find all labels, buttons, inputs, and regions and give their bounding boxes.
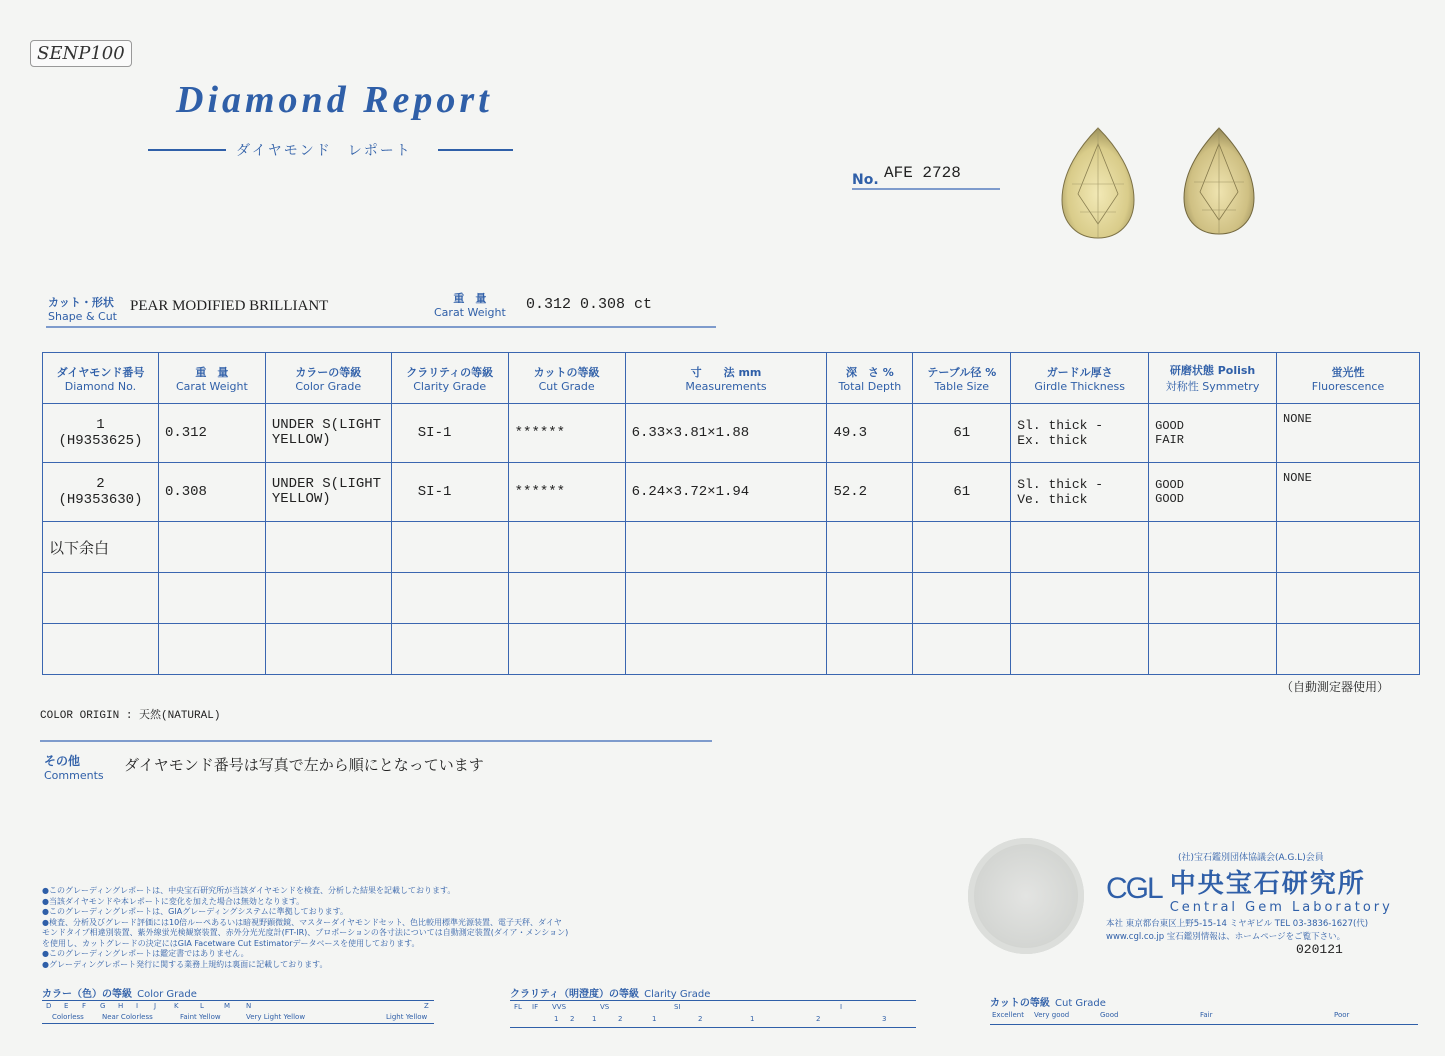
header-jp: ガードル厚さ — [1046, 365, 1113, 379]
lab-address: 本社 東京都台東区上野5-15-14 ミヤギビル TEL 03-3836-1627(代) — [1106, 919, 1369, 929]
clarity-grade-tick: IF — [532, 1003, 539, 1011]
cell-fluorescence: NONE — [1277, 463, 1420, 522]
lab-name-en: Central Gem Laboratory — [1169, 900, 1393, 915]
clarity-scale — [510, 1000, 916, 1028]
report-title: Diamond Report — [176, 79, 493, 121]
clarity-grade-tick: VS — [600, 1003, 610, 1011]
diamond-photo-1 — [1058, 124, 1138, 242]
header-diamond-no — [43, 353, 159, 404]
shape-value: PEAR MODIFIED BRILLIANT — [130, 298, 329, 314]
header-depth — [827, 353, 913, 404]
color-grade-tick: N — [246, 1002, 252, 1010]
header-jp: 寸 法 mm — [690, 365, 762, 379]
empty-cell — [265, 522, 391, 573]
color-group-label: Light Yellow — [386, 1013, 428, 1021]
empty-cell — [508, 573, 625, 624]
cell-measurements: 6.24×3.72×1.94 — [625, 463, 827, 522]
comments-label-en: Comments — [44, 769, 104, 782]
header-jp: カットの等級 — [533, 365, 600, 379]
header-jp: クラリティの等級 — [406, 365, 494, 379]
diamond-id: (H9353625) — [58, 433, 143, 449]
empty-cell — [913, 522, 1011, 573]
color-group-label: Faint Yellow — [180, 1013, 221, 1021]
lab-block — [1106, 850, 1393, 915]
header-jp: ダイヤモンド番号 — [56, 365, 145, 379]
subtitle-rule — [148, 140, 513, 158]
color-group-label: Colorless — [52, 1013, 84, 1021]
comments-label — [44, 752, 104, 782]
note-line: ●グレーディングレポート発行に関する業務上規約は裏面に記載しております。 — [42, 959, 328, 969]
empty-cell — [43, 573, 159, 624]
clarity-grade-tick: VVS — [552, 1003, 567, 1011]
diamond-number: 2 — [96, 476, 105, 492]
header-en: Diamond No. — [64, 379, 137, 393]
empty-cell — [1149, 522, 1277, 573]
cell-girdle — [1011, 404, 1149, 463]
header-clarity — [391, 353, 508, 404]
cell-table-size: 61 — [913, 404, 1011, 463]
header-en: Color Grade — [295, 379, 362, 393]
cell-cut: ****** — [508, 463, 625, 522]
header-jp: カラーの等級 — [295, 365, 362, 379]
color-grade-tick: F — [82, 1002, 87, 1010]
girdle-max: Ve. thick — [1017, 492, 1088, 507]
empty-cell — [508, 522, 625, 573]
empty-cell — [391, 624, 508, 675]
cell-carat: 0.308 — [158, 463, 265, 522]
empty-cell — [827, 624, 913, 675]
header-en: Table Size — [934, 379, 990, 393]
empty-cell — [43, 624, 159, 675]
lab-name-jp: 中央宝石研究所 — [1169, 869, 1366, 899]
header-polish-symmetry — [1149, 353, 1277, 404]
cell-depth: 52.2 — [827, 463, 913, 522]
cell-polish-symmetry — [1149, 404, 1277, 463]
clarity-sub-tick: 2 — [698, 1015, 703, 1023]
header-en: Measurements — [685, 379, 767, 393]
clarity-grade-tick: SI — [674, 1003, 681, 1011]
auto-measurement-note: （自動測定器使用） — [1280, 680, 1389, 694]
color-grade-tick: D — [46, 1002, 52, 1010]
header-jp: 研磨状態 Polish — [1169, 364, 1256, 377]
note-line: を使用し、カットグレードの決定にはGIA Facetware Cut Estimatorデータベースを使用しております。 — [42, 938, 420, 948]
header-table-size — [913, 353, 1011, 404]
symmetry-value: FAIR — [1155, 433, 1184, 447]
note-line: ●当該ダイヤモンドや本レポートに変化を加えた場合は無効となります。 — [42, 896, 305, 906]
diamond-photo-2 — [1180, 124, 1258, 238]
cell-girdle — [1011, 463, 1149, 522]
disclaimer-notes — [42, 886, 602, 970]
color-group-label: Very Light Yellow — [246, 1013, 306, 1021]
header-jp: 深 さ % — [845, 365, 894, 379]
empty-cell — [625, 522, 827, 573]
color-grade-tick: Z — [424, 1002, 429, 1010]
color-scale-title-jp: カラー（色）の等級 — [42, 989, 132, 1000]
blank-note: 以下余白 — [43, 522, 159, 573]
header-jp: 蛍光性 — [1331, 365, 1365, 379]
girdle-min: Sl. thick - — [1017, 418, 1104, 433]
lab-address-block — [1106, 918, 1368, 944]
rule-left — [148, 149, 226, 151]
clarity-scale-title-jp: クラリティ（明澄度）の等級 — [510, 989, 639, 1000]
note-line: ●検査、分析及びグレード評価には10倍ルーペあるいは暗視野顕微鏡、マスターダイヤモンドセット、色比較用標準光源装置、電子天秤、ダイヤ — [42, 917, 562, 927]
cell-clarity: SI-1 — [391, 404, 508, 463]
girdle-max: Ex. thick — [1017, 433, 1088, 448]
empty-cell — [1149, 624, 1277, 675]
header-fluorescence — [1277, 353, 1420, 404]
table-row-empty — [43, 624, 1420, 675]
lab-membership: (社)宝石鑑別団体協議会(A.G.L)会員 — [1178, 853, 1324, 863]
clarity-grade-tick: I — [840, 1003, 843, 1011]
cell-color: UNDER S(LIGHT YELLOW) — [265, 463, 391, 522]
table-row-blank-note — [43, 522, 1420, 573]
report-number-value: AFE 2728 — [884, 164, 961, 182]
report-number-label: No. — [852, 172, 879, 188]
color-grade-tick: K — [174, 1002, 179, 1010]
clarity-sub-tick: 1 — [592, 1015, 597, 1023]
header-en: Carat Weight — [175, 379, 248, 393]
note-line: モンドタイプ相違別装置、紫外線蛍光検観察装置、赤外分光光度計(FT-IR)、プロポーションの各寸法については自動測定装置(ダイア・メンション) — [42, 928, 569, 937]
carat-value: 0.312 0.308 ct — [526, 296, 653, 313]
header-en: Total Depth — [838, 379, 902, 393]
color-grade-tick: H — [118, 1002, 124, 1010]
diamond-table — [42, 352, 1420, 675]
cell-color: UNDER S(LIGHT YELLOW) — [265, 404, 391, 463]
empty-cell — [625, 573, 827, 624]
comments-label-jp: その他 — [44, 754, 81, 768]
shape-label-jp: カット・形状 — [48, 296, 114, 309]
color-grade-tick: E — [64, 1002, 69, 1010]
comments-text: ダイヤモンド番号は写真で左から順にとなっています — [124, 756, 484, 774]
table-row — [43, 404, 1420, 463]
clarity-sub-tick: 1 — [652, 1015, 657, 1023]
report-number — [852, 162, 1000, 190]
carat-label — [434, 290, 506, 319]
symmetry-value: GOOD — [1155, 492, 1184, 506]
cut-grade-tick: Poor — [1334, 1011, 1350, 1019]
cell-diamond-no — [43, 463, 159, 522]
carat-label-en: Carat Weight — [434, 306, 506, 319]
shape-label-en: Shape & Cut — [48, 310, 117, 323]
cell-carat: 0.312 — [158, 404, 265, 463]
empty-cell — [1277, 522, 1420, 573]
cell-clarity: SI-1 — [391, 463, 508, 522]
header-color — [265, 353, 391, 404]
clarity-sub-tick: 2 — [816, 1015, 821, 1023]
clarity-sub-tick: 1 — [750, 1015, 755, 1023]
polish-value: GOOD — [1155, 478, 1184, 492]
clarity-scale-title-en: Clarity Grade — [644, 989, 711, 1000]
cell-polish-symmetry — [1149, 463, 1277, 522]
header-jp: テーブル径 % — [927, 365, 997, 379]
clarity-sub-tick: 3 — [882, 1015, 887, 1023]
report-subtitle: ダイヤモンド レポート — [236, 143, 412, 159]
note-line: ●このグレーディングレポートは、中央宝石研究所が当該ダイヤモンドを検査、分析した結果を記載しております。 — [42, 886, 456, 895]
header-en: Fluorescence — [1311, 379, 1385, 393]
color-grade-tick: L — [200, 1002, 204, 1010]
color-scale-title-en: Color Grade — [137, 989, 197, 1000]
cell-depth: 49.3 — [827, 404, 913, 463]
note-line: ●このグレーディングレポートは、GIAグレーディングシステムに準拠しております。 — [42, 907, 348, 916]
cell-table-size: 61 — [913, 463, 1011, 522]
empty-cell — [625, 624, 827, 675]
empty-cell — [391, 522, 508, 573]
empty-cell — [1011, 573, 1149, 624]
table-header-row — [43, 353, 1420, 404]
cell-fluorescence: NONE — [1277, 404, 1420, 463]
cut-scale-title-en: Cut Grade — [1055, 998, 1106, 1009]
clarity-scale-title — [510, 982, 710, 1001]
color-origin: COLOR ORIGIN : 天然(NATURAL) — [40, 710, 221, 722]
header-en: 対称性 Symmetry — [1165, 380, 1260, 393]
empty-cell — [1149, 573, 1277, 624]
diamond-number: 1 — [96, 417, 105, 433]
clarity-sub-tick: 2 — [618, 1015, 623, 1023]
table-row — [43, 463, 1420, 522]
embossed-seal — [968, 838, 1084, 954]
certificate-number: 020121 — [1296, 942, 1343, 957]
clarity-grade-tick: FL — [514, 1003, 522, 1011]
color-group-label: Near Colorless — [102, 1013, 153, 1021]
lab-web: www.cgl.co.jp 宝石鑑別情報は、ホームページをご覧下さい。 — [1106, 932, 1346, 942]
color-grade-tick: J — [154, 1002, 157, 1010]
empty-cell — [913, 624, 1011, 675]
empty-cell — [158, 522, 265, 573]
header-en: Cut Grade — [538, 379, 595, 393]
empty-cell — [158, 573, 265, 624]
color-grade-tick: G — [100, 1002, 106, 1010]
cell-cut: ****** — [508, 404, 625, 463]
note-line: ●このグレーディングレポートは鑑定書ではありません。 — [42, 949, 249, 958]
clarity-sub-tick: 2 — [570, 1015, 575, 1023]
clarity-sub-tick: 1 — [554, 1015, 559, 1023]
header-jp: 重 量 — [195, 365, 229, 379]
empty-cell — [391, 573, 508, 624]
color-scale — [42, 1000, 434, 1024]
empty-cell — [1011, 522, 1149, 573]
color-scale-title — [42, 982, 197, 1001]
lab-logo-mark: CGL — [1106, 872, 1162, 905]
cell-measurements: 6.33×3.81×1.88 — [625, 404, 827, 463]
header-carat — [158, 353, 265, 404]
polish-value: GOOD — [1155, 419, 1184, 433]
empty-cell — [158, 624, 265, 675]
header-en: Clarity Grade — [413, 379, 487, 393]
empty-cell — [508, 624, 625, 675]
table-row-empty — [43, 573, 1420, 624]
color-grade-tick: I — [136, 1002, 139, 1010]
empty-cell — [1277, 624, 1420, 675]
empty-cell — [827, 522, 913, 573]
empty-cell — [827, 573, 913, 624]
diamond-id: (H9353630) — [58, 492, 143, 508]
header-girdle — [1011, 353, 1149, 404]
cut-grade-tick: Good — [1100, 1011, 1119, 1019]
cut-scale — [990, 1008, 1418, 1025]
shape-cut-row — [46, 290, 716, 328]
empty-cell — [1277, 573, 1420, 624]
header-en: Girdle Thickness — [1034, 379, 1125, 393]
empty-cell — [913, 573, 1011, 624]
shape-label — [48, 294, 117, 323]
empty-cell — [265, 624, 391, 675]
handwritten-stamp: SENP100 — [30, 40, 132, 67]
carat-label-jp: 重 量 — [453, 292, 487, 305]
rule-right — [438, 149, 513, 151]
empty-cell — [265, 573, 391, 624]
cell-diamond-no — [43, 404, 159, 463]
header-measurements — [625, 353, 827, 404]
header-cut — [508, 353, 625, 404]
girdle-min: Sl. thick - — [1017, 477, 1104, 492]
cut-grade-tick: Excellent — [992, 1011, 1024, 1019]
cut-grade-tick: Fair — [1200, 1011, 1213, 1019]
color-grade-tick: M — [224, 1002, 231, 1010]
comments-rule — [40, 740, 712, 742]
empty-cell — [1011, 624, 1149, 675]
cut-scale-title-jp: カットの等級 — [990, 998, 1050, 1009]
cut-grade-tick: Very good — [1034, 1011, 1070, 1019]
